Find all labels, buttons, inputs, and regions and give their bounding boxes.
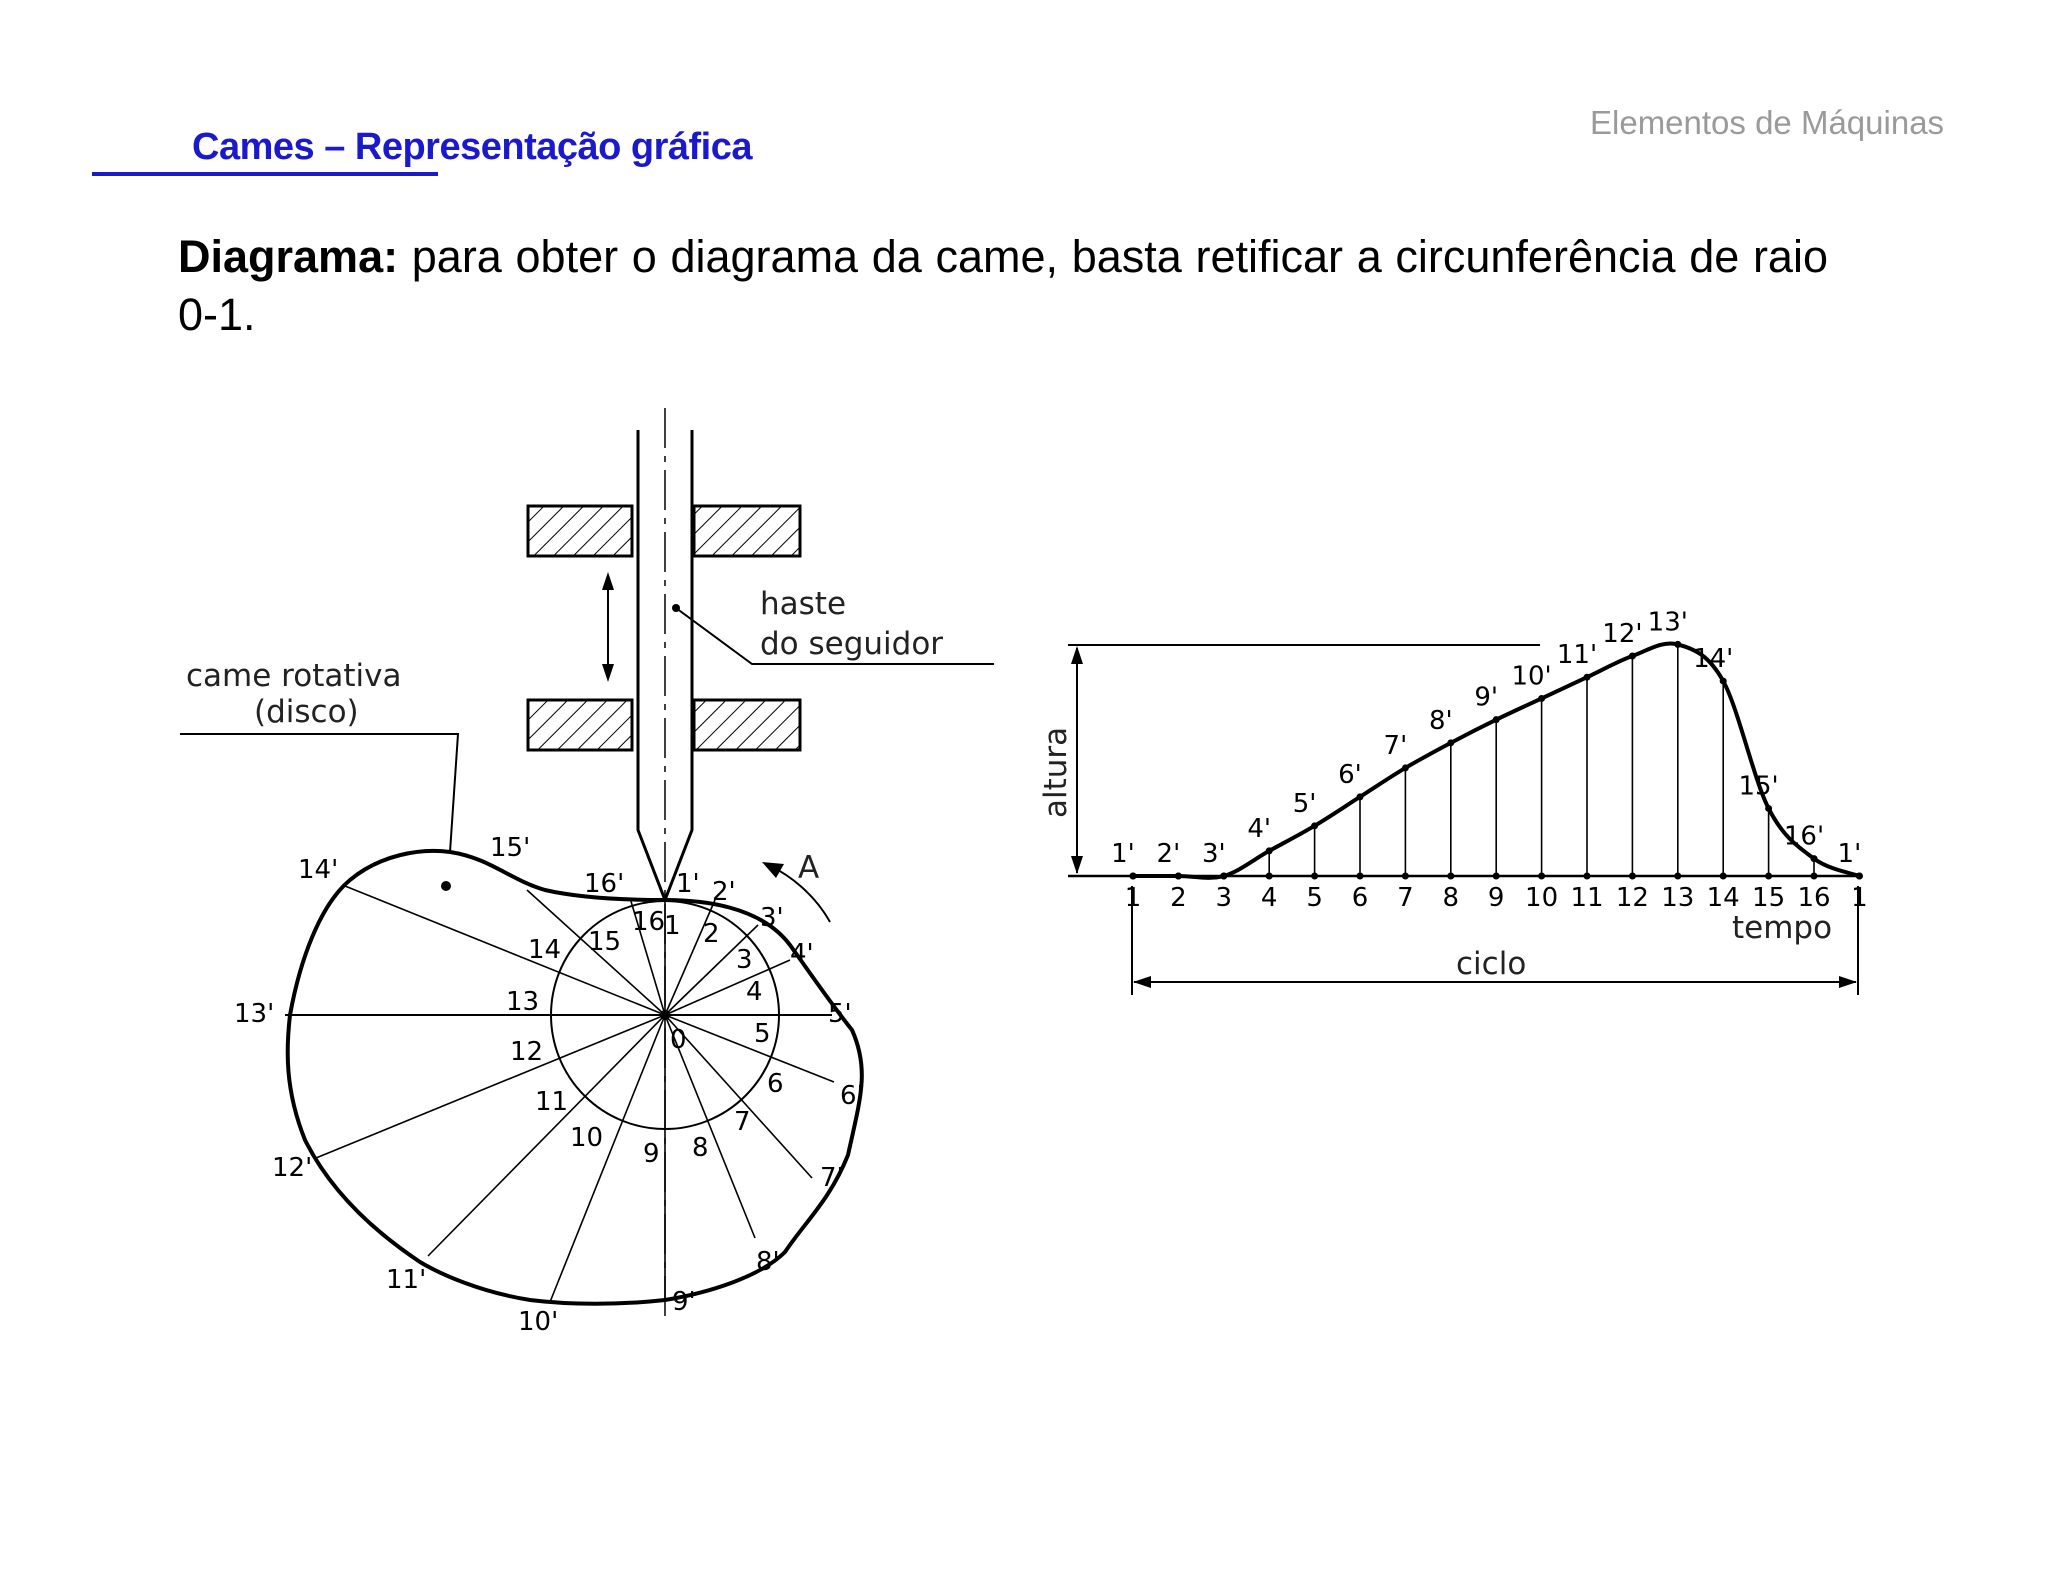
cam <box>180 658 864 1337</box>
point-label-13: 13' <box>1647 607 1688 638</box>
lower-right-guide <box>694 700 800 750</box>
outer-label-6: 6' <box>840 1081 864 1111</box>
inner-label-9: 9 <box>643 1139 660 1169</box>
outer-label-5: 5' <box>828 999 852 1029</box>
x-tick-label-4: 4 <box>1260 883 1278 913</box>
curve-point-10 <box>1538 695 1545 702</box>
curve-point-13 <box>1674 641 1681 648</box>
curve-point-2 <box>1175 873 1182 880</box>
upper-left-guide <box>528 506 632 556</box>
inner-label-16: 16 <box>632 907 666 937</box>
inner-label-1: 1 <box>664 911 681 941</box>
x-tick-label-6: 6 <box>1351 883 1369 913</box>
point-label-5: 5' <box>1292 788 1317 819</box>
center-label: 0 <box>670 1025 687 1055</box>
x-tick-label-2: 2 <box>1170 883 1187 913</box>
curve-point-7 <box>1402 764 1409 771</box>
outer-label-15: 15' <box>490 833 531 863</box>
point-label-14: 14' <box>1693 644 1734 675</box>
follower-label-1: haste <box>760 586 847 622</box>
point-label-8: 8' <box>1428 705 1453 736</box>
point-label-6: 6' <box>1338 759 1362 790</box>
upper-right-guide <box>694 506 800 556</box>
point-label-9: 9' <box>1474 682 1499 713</box>
outer-label-12: 12' <box>272 1153 313 1183</box>
x-tick-label-3: 3 <box>1215 883 1233 913</box>
follower-label-2: do seguidor <box>760 626 944 662</box>
base-point-15 <box>1765 873 1772 880</box>
outer-label-4: 4' <box>790 939 814 969</box>
cam-leader <box>180 734 458 852</box>
x-tick-label-10: 10 <box>1525 883 1559 913</box>
base-point-14 <box>1720 873 1727 880</box>
base-point-9 <box>1493 873 1500 880</box>
curve-point-16 <box>1811 855 1818 862</box>
curve-point-17 <box>1856 873 1863 880</box>
inner-label-14: 14 <box>528 935 562 965</box>
inner-label-4: 4 <box>746 977 763 1007</box>
outer-label-3: 3' <box>760 903 784 933</box>
outer-label-1: 1' <box>676 869 700 899</box>
cycle-label: ciclo <box>1456 946 1527 982</box>
inner-label-3: 3 <box>736 945 753 975</box>
x-tick-label-8: 8 <box>1442 883 1460 913</box>
inner-label-11: 11 <box>535 1087 569 1117</box>
point-label-1: 1' <box>1111 839 1135 869</box>
x-tick-label-16: 16 <box>1797 883 1831 913</box>
outer-label-11: 11' <box>386 1265 427 1295</box>
base-point-11 <box>1584 873 1591 880</box>
point-label-10: 10' <box>1511 661 1552 692</box>
curve-point-11 <box>1584 674 1591 681</box>
inner-label-13: 13 <box>506 987 540 1017</box>
inner-label-5: 5 <box>754 1019 771 1049</box>
curve-point-5 <box>1311 822 1318 829</box>
base-point-13 <box>1674 873 1681 880</box>
x-tick-label-15: 15 <box>1752 883 1786 913</box>
slide-title: Cames – Representação gráfica <box>192 126 753 168</box>
point-label-11: 11' <box>1556 640 1598 671</box>
inner-label-15: 15 <box>588 927 622 957</box>
base-point-8 <box>1447 873 1454 880</box>
cam-label-1: came rotativa <box>186 658 402 694</box>
base-point-16 <box>1811 873 1818 880</box>
displacement-diagram <box>1038 607 1868 995</box>
outer-label-2: 2' <box>712 877 736 907</box>
curve-point-15 <box>1765 805 1772 812</box>
curve-point-1 <box>1130 873 1137 880</box>
base-point-6 <box>1357 873 1364 880</box>
x-tick-label-12: 12 <box>1615 883 1649 913</box>
base-point-7 <box>1402 873 1409 880</box>
base-point-12 <box>1629 873 1636 880</box>
section-header: Elementos de Máquinas <box>1590 104 1945 141</box>
curve-point-9 <box>1493 716 1500 723</box>
outer-label-16: 16' <box>584 869 625 899</box>
point-label-7: 7' <box>1383 730 1408 761</box>
time-label: tempo <box>1732 910 1833 946</box>
x-tick-label-14: 14 <box>1706 883 1740 913</box>
base-point-5 <box>1311 873 1318 880</box>
point-label-15: 15' <box>1738 771 1779 802</box>
body-text: para obter o diagrama da came, basta retificar a circunferência de raio 0-1. <box>178 231 1828 340</box>
x-tick-label-1: 1 <box>1124 883 1142 913</box>
base-point-4 <box>1266 873 1273 880</box>
x-tick-label-11: 11 <box>1570 883 1604 913</box>
point-label-16: 16' <box>1783 821 1825 852</box>
outer-label-14: 14' <box>298 855 339 885</box>
inner-label-7: 7 <box>734 1107 751 1137</box>
height-label: altura <box>1038 726 1074 818</box>
curve-point-3 <box>1220 873 1227 880</box>
curve-point-14 <box>1720 678 1727 685</box>
curve-point-8 <box>1447 739 1454 746</box>
point-label-17: 1' <box>1837 839 1862 869</box>
outer-label-9: 9' <box>672 1287 696 1317</box>
curve-point-4 <box>1266 847 1273 854</box>
body-lead: Diagrama: <box>178 231 399 282</box>
outer-label-8: 8' <box>756 1247 780 1277</box>
outer-label-10: 10' <box>518 1307 559 1337</box>
outer-label-7: 7' <box>820 1163 844 1193</box>
inner-label-10: 10 <box>570 1123 604 1153</box>
x-tick-label-5: 5 <box>1306 883 1323 913</box>
point-label-2: 2' <box>1156 839 1181 869</box>
x-tick-label-7: 7 <box>1397 883 1414 913</box>
outer-label-13: 13' <box>234 999 275 1029</box>
inner-label-8: 8 <box>692 1133 709 1163</box>
curve-point-12 <box>1629 652 1636 659</box>
base-point-10 <box>1538 873 1545 880</box>
inner-label-2: 2 <box>703 919 720 949</box>
inner-label-12: 12 <box>510 1037 544 1067</box>
cam-label-2: (disco) <box>254 694 359 730</box>
point-label-3: 3' <box>1201 839 1226 869</box>
inner-label-6: 6 <box>767 1069 784 1099</box>
x-tick-label-17: 1 <box>1851 883 1868 913</box>
rotation-label: A <box>798 850 820 886</box>
curve-point-6 <box>1357 793 1364 800</box>
lower-left-guide <box>528 700 632 750</box>
point-label-12: 12' <box>1602 618 1643 649</box>
x-tick-label-13: 13 <box>1661 883 1695 913</box>
x-tick-label-9: 9 <box>1487 883 1505 913</box>
point-label-4: 4' <box>1247 813 1272 844</box>
